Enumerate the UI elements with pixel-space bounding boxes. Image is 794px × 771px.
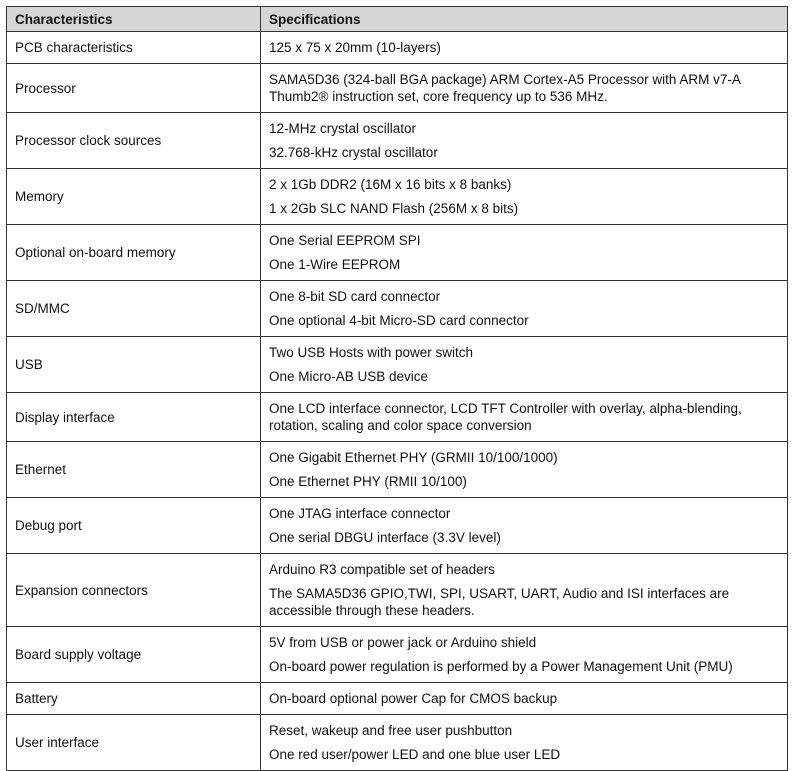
characteristic-label: Memory — [7, 169, 261, 225]
table-row — [7, 113, 788, 169]
specification-line: One Serial EEPROM SPI — [269, 233, 421, 248]
characteristic-label: Processor — [7, 64, 261, 113]
specification-cell — [261, 715, 788, 771]
table-row — [7, 225, 788, 281]
specification-line: One optional 4-bit Micro-SD card connector — [269, 313, 529, 328]
table-row — [7, 442, 788, 498]
table-row — [7, 683, 788, 715]
table-row — [7, 281, 788, 337]
specification-cell — [261, 32, 788, 64]
table-row — [7, 337, 788, 393]
table-header-row — [7, 7, 788, 32]
specification-cell — [261, 64, 788, 113]
characteristic-label: USB — [7, 337, 261, 393]
characteristic-label: Processor clock sources — [7, 113, 261, 169]
characteristic-label: Optional on-board memory — [7, 225, 261, 281]
specification-line: On-board power regulation is performed by a Power Management Unit (PMU) — [269, 659, 733, 674]
characteristic-label: Ethernet — [7, 442, 261, 498]
specification-cell — [261, 442, 788, 498]
table-row — [7, 32, 788, 64]
specification-cell — [261, 281, 788, 337]
specification-cell — [261, 393, 788, 442]
specification-cell — [261, 498, 788, 554]
specification-cell — [261, 683, 788, 715]
characteristic-label: PCB characteristics — [7, 32, 261, 64]
specification-cell — [261, 337, 788, 393]
table-row — [7, 554, 788, 627]
specification-line: 12-MHz crystal oscillator — [269, 121, 417, 136]
specification-cell — [261, 169, 788, 225]
column-header-characteristics: Characteristics — [7, 7, 261, 32]
specification-line: 125 x 75 x 20mm (10-layers) — [269, 40, 441, 55]
specification-line: The SAMA5D36 GPIO,TWI, SPI, USART, UART, Audio and ISI interfaces are accessible through these headers. — [269, 586, 730, 618]
specification-line: One Ethernet PHY (RMII 10/100) — [269, 474, 467, 489]
specification-line: One Micro-AB USB device — [269, 369, 429, 384]
specification-line: Two USB Hosts with power switch — [269, 345, 474, 360]
specification-line: One JTAG interface connector — [269, 506, 451, 521]
specification-line: Reset, wakeup and free user pushbutton — [269, 723, 513, 738]
specification-cell — [261, 113, 788, 169]
characteristic-label: SD/MMC — [7, 281, 261, 337]
specification-line: 2 x 1Gb DDR2 (16M x 16 bits x 8 banks) — [269, 177, 512, 192]
specification-line: Arduino R3 compatible set of headers — [269, 562, 495, 577]
table-body — [7, 32, 788, 771]
specification-line: 32.768-kHz crystal oscillator — [269, 145, 438, 160]
specification-line: One red user/power LED and one blue user LED — [269, 747, 561, 762]
specification-cell — [261, 225, 788, 281]
column-header-specifications: Specifications — [261, 7, 788, 32]
specification-line: SAMA5D36 (324-ball BGA package) ARM Cortex-A5 Processor with ARM v7-A Thumb2® instruction set, core frequency up to 536 MHz. — [269, 72, 741, 104]
characteristic-label: Battery — [7, 683, 261, 715]
specification-cell — [261, 554, 788, 627]
table-row — [7, 627, 788, 683]
specification-cell — [261, 627, 788, 683]
table-row — [7, 393, 788, 442]
specification-line: 5V from USB or power jack or Arduino shield — [269, 635, 537, 650]
table-row — [7, 498, 788, 554]
specification-line: One 8-bit SD card connector — [269, 289, 441, 304]
characteristic-label: Debug port — [7, 498, 261, 554]
specification-line: One Gigabit Ethernet PHY (GRMII 10/100/1000) — [269, 450, 558, 465]
characteristic-label: Display interface — [7, 393, 261, 442]
characteristic-label: User interface — [7, 715, 261, 771]
table-row — [7, 169, 788, 225]
specification-line: One 1-Wire EEPROM — [269, 257, 401, 272]
specification-line: On-board optional power Cap for CMOS backup — [269, 691, 558, 706]
specifications-table — [6, 6, 788, 771]
table-row — [7, 715, 788, 771]
characteristic-label: Board supply voltage — [7, 627, 261, 683]
specification-line: 1 x 2Gb SLC NAND Flash (256M x 8 bits) — [269, 201, 519, 216]
specification-line: One LCD interface connector, LCD TFT Controller with overlay, alpha-blending, rotation, scaling and color space conversion — [269, 401, 742, 433]
specification-line: One serial DBGU interface (3.3V level) — [269, 530, 501, 545]
characteristic-label: Expansion connectors — [7, 554, 261, 627]
table-row — [7, 64, 788, 113]
